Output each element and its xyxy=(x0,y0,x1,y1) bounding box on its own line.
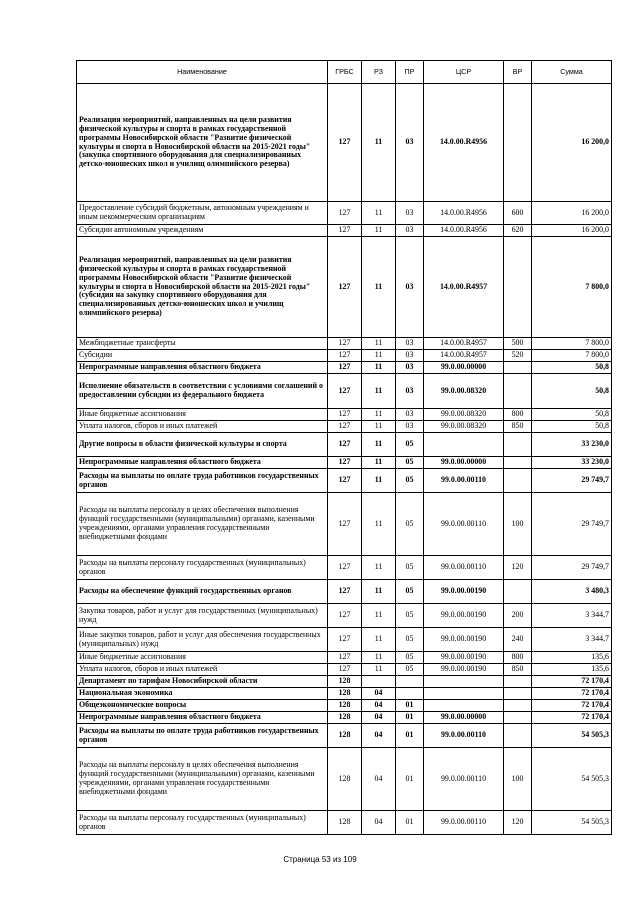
cell-sum: 7 800,0 xyxy=(532,350,612,362)
cell-sum: 16 200,0 xyxy=(532,84,612,202)
cell-grbs: 128 xyxy=(328,688,362,700)
cell-name: Уплата налогов, сборов и иных платежей xyxy=(77,421,328,433)
cell-name: Другие вопросы в области физической культуры и спорта xyxy=(77,433,328,457)
cell-name: Общеэкономические вопросы xyxy=(77,700,328,712)
cell-grbs: 127 xyxy=(328,225,362,237)
cell-name: Иные бюджетные ассигнования xyxy=(77,652,328,664)
cell-pr: 01 xyxy=(396,748,424,811)
header-sum: Сумма xyxy=(532,61,612,84)
cell-csr: 99.0.00.08320 xyxy=(424,374,504,409)
cell-csr: 99.0.00.00000 xyxy=(424,362,504,374)
cell-pr: 05 xyxy=(396,493,424,556)
cell-sum: 54 505,3 xyxy=(532,748,612,811)
cell-pr: 03 xyxy=(396,338,424,350)
cell-vr xyxy=(504,84,532,202)
table-body xyxy=(77,84,612,835)
cell-sum: 3 344,7 xyxy=(532,604,612,628)
cell-sum: 29 749,7 xyxy=(532,493,612,556)
cell-sum: 29 749,7 xyxy=(532,469,612,493)
cell-vr xyxy=(504,457,532,469)
cell-vr xyxy=(504,362,532,374)
table-row xyxy=(77,724,612,748)
cell-csr: 99.0.00.00190 xyxy=(424,580,504,604)
cell-sum: 29 749,7 xyxy=(532,556,612,580)
cell-pr xyxy=(396,676,424,688)
cell-vr: 120 xyxy=(504,556,532,580)
cell-name: Расходы на обеспечение функций государственных органов xyxy=(77,580,328,604)
header-rz: РЗ xyxy=(362,61,396,84)
cell-name: Расходы на выплаты по оплате труда работников государственных органов xyxy=(77,469,328,493)
cell-grbs: 128 xyxy=(328,748,362,811)
cell-pr: 05 xyxy=(396,664,424,676)
cell-pr: 01 xyxy=(396,811,424,835)
cell-grbs: 127 xyxy=(328,84,362,202)
cell-pr xyxy=(396,688,424,700)
cell-grbs: 127 xyxy=(328,374,362,409)
cell-sum: 33 230,0 xyxy=(532,457,612,469)
cell-grbs: 127 xyxy=(328,409,362,421)
cell-name: Расходы на выплаты персоналу в целях обеспечения выполнения функций государственными (муниципальными) органами, казенными учреждениями, органами управления государственными внебюджетными фондами xyxy=(77,748,328,811)
cell-rz: 11 xyxy=(362,433,396,457)
cell-vr xyxy=(504,724,532,748)
cell-sum: 50,8 xyxy=(532,421,612,433)
cell-csr: 14.0.00.R4956 xyxy=(424,202,504,225)
cell-rz: 11 xyxy=(362,604,396,628)
cell-vr xyxy=(504,700,532,712)
cell-name: Непрограммные направления областного бюджета xyxy=(77,362,328,374)
cell-grbs: 128 xyxy=(328,700,362,712)
cell-sum: 72 170,4 xyxy=(532,688,612,700)
cell-vr xyxy=(504,237,532,338)
cell-pr: 01 xyxy=(396,700,424,712)
cell-pr: 03 xyxy=(396,225,424,237)
cell-rz: 04 xyxy=(362,688,396,700)
cell-csr xyxy=(424,433,504,457)
cell-name: Национальная экономика xyxy=(77,688,328,700)
cell-pr: 05 xyxy=(396,628,424,652)
table-row xyxy=(77,237,612,338)
cell-pr: 05 xyxy=(396,556,424,580)
cell-vr: 200 xyxy=(504,604,532,628)
cell-rz: 11 xyxy=(362,225,396,237)
cell-rz: 11 xyxy=(362,409,396,421)
cell-csr: 14.0.00.R4957 xyxy=(424,237,504,338)
cell-pr: 03 xyxy=(396,202,424,225)
cell-rz: 11 xyxy=(362,421,396,433)
cell-vr: 800 xyxy=(504,409,532,421)
table-row xyxy=(77,409,612,421)
cell-csr: 99.0.00.00190 xyxy=(424,652,504,664)
cell-name: Непрограммные направления областного бюджета xyxy=(77,457,328,469)
cell-rz xyxy=(362,676,396,688)
cell-rz: 11 xyxy=(362,374,396,409)
cell-name: Субсидии xyxy=(77,350,328,362)
cell-rz: 11 xyxy=(362,338,396,350)
cell-vr: 600 xyxy=(504,202,532,225)
cell-sum: 135,6 xyxy=(532,652,612,664)
cell-grbs: 127 xyxy=(328,493,362,556)
cell-pr: 01 xyxy=(396,712,424,724)
cell-grbs: 127 xyxy=(328,237,362,338)
table-row xyxy=(77,225,612,237)
cell-rz: 11 xyxy=(362,362,396,374)
cell-rz: 11 xyxy=(362,628,396,652)
cell-rz: 11 xyxy=(362,652,396,664)
cell-sum: 16 200,0 xyxy=(532,225,612,237)
cell-vr: 100 xyxy=(504,493,532,556)
cell-vr: 100 xyxy=(504,748,532,811)
table-row xyxy=(77,457,612,469)
cell-sum: 54 505,3 xyxy=(532,724,612,748)
cell-rz: 04 xyxy=(362,748,396,811)
table-row xyxy=(77,469,612,493)
cell-grbs: 127 xyxy=(328,202,362,225)
cell-rz: 11 xyxy=(362,664,396,676)
cell-grbs: 127 xyxy=(328,664,362,676)
cell-grbs: 127 xyxy=(328,556,362,580)
cell-name: Субсидии автономным учреждениям xyxy=(77,225,328,237)
cell-name: Иные закупки товаров, работ и услуг для обеспечения государственных (муниципальных) нужд xyxy=(77,628,328,652)
cell-vr xyxy=(504,433,532,457)
cell-pr: 05 xyxy=(396,652,424,664)
header-vr: ВР xyxy=(504,61,532,84)
table-row xyxy=(77,664,612,676)
cell-csr: 99.0.00.00190 xyxy=(424,604,504,628)
cell-pr: 03 xyxy=(396,84,424,202)
cell-pr: 05 xyxy=(396,580,424,604)
cell-name: Расходы на выплаты персоналу государственных (муниципальных) органов xyxy=(77,556,328,580)
table-row xyxy=(77,362,612,374)
cell-csr: 14.0.00.R4956 xyxy=(424,84,504,202)
cell-pr: 03 xyxy=(396,362,424,374)
cell-pr: 05 xyxy=(396,469,424,493)
cell-grbs: 128 xyxy=(328,712,362,724)
header-name: Наименование xyxy=(77,61,328,84)
cell-rz: 11 xyxy=(362,469,396,493)
cell-grbs: 127 xyxy=(328,362,362,374)
budget-table xyxy=(76,60,612,835)
cell-vr xyxy=(504,580,532,604)
cell-grbs: 127 xyxy=(328,421,362,433)
table-row xyxy=(77,556,612,580)
cell-vr: 850 xyxy=(504,664,532,676)
cell-csr: 99.0.00.00110 xyxy=(424,748,504,811)
cell-csr: 99.0.00.00190 xyxy=(424,628,504,652)
cell-grbs: 127 xyxy=(328,350,362,362)
cell-vr xyxy=(504,688,532,700)
cell-csr: 99.0.00.00110 xyxy=(424,493,504,556)
cell-vr: 520 xyxy=(504,350,532,362)
cell-csr: 99.0.00.00000 xyxy=(424,712,504,724)
cell-rz: 11 xyxy=(362,580,396,604)
cell-csr: 14.0.00.R4957 xyxy=(424,338,504,350)
cell-vr xyxy=(504,374,532,409)
cell-pr: 03 xyxy=(396,374,424,409)
cell-name: Департамент по тарифам Новосибирской области xyxy=(77,676,328,688)
cell-sum: 16 200,0 xyxy=(532,202,612,225)
table-row xyxy=(77,202,612,225)
cell-csr: 99.0.00.00190 xyxy=(424,664,504,676)
cell-csr xyxy=(424,676,504,688)
cell-csr: 99.0.00.08320 xyxy=(424,409,504,421)
cell-name: Реализация мероприятий, направленных на цели развития физической культуры и спорта в рамках государственной программы Новосибирской области "Развитие физической культуры и спорта в Новосибирской области на 2015-2021 годы" (субсидия на закупку спортивного оборудования для специализированных детско-юношеских школ и училищ олимпийского резерва) xyxy=(77,237,328,338)
cell-csr: 14.0.00.R4957 xyxy=(424,350,504,362)
cell-csr xyxy=(424,700,504,712)
table-header-row xyxy=(77,61,612,84)
cell-grbs: 127 xyxy=(328,457,362,469)
table-row xyxy=(77,811,612,835)
page-footer: Страница 53 из 109 xyxy=(283,855,357,864)
table-row xyxy=(77,421,612,433)
cell-grbs: 127 xyxy=(328,628,362,652)
table-row xyxy=(77,350,612,362)
cell-grbs: 127 xyxy=(328,338,362,350)
cell-name: Предоставление субсидий бюджетным, автономным учреждениям и иным некоммерческим организациям xyxy=(77,202,328,225)
cell-sum: 3 480,3 xyxy=(532,580,612,604)
cell-csr: 99.0.00.00000 xyxy=(424,457,504,469)
cell-csr: 99.0.00.00110 xyxy=(424,556,504,580)
cell-csr: 99.0.00.08320 xyxy=(424,421,504,433)
table-row xyxy=(77,688,612,700)
cell-rz: 04 xyxy=(362,700,396,712)
cell-rz: 11 xyxy=(362,493,396,556)
cell-rz: 04 xyxy=(362,811,396,835)
table-row xyxy=(77,433,612,457)
cell-sum: 3 344,7 xyxy=(532,628,612,652)
cell-vr: 800 xyxy=(504,652,532,664)
table-row xyxy=(77,700,612,712)
table-row xyxy=(77,628,612,652)
cell-name: Исполнение обязательств в соответствии с условиями соглашений о предоставлении субсидии из федерального бюджета xyxy=(77,374,328,409)
cell-pr: 05 xyxy=(396,433,424,457)
cell-pr: 03 xyxy=(396,350,424,362)
cell-grbs: 127 xyxy=(328,580,362,604)
cell-rz: 11 xyxy=(362,556,396,580)
cell-name: Закупка товаров, работ и услуг для государственных (муниципальных) нужд xyxy=(77,604,328,628)
cell-vr xyxy=(504,676,532,688)
cell-pr: 03 xyxy=(396,409,424,421)
header-csr: ЦСР xyxy=(424,61,504,84)
cell-sum: 33 230,0 xyxy=(532,433,612,457)
table-row xyxy=(77,374,612,409)
cell-pr: 05 xyxy=(396,604,424,628)
cell-csr: 99.0.00.00110 xyxy=(424,724,504,748)
table-row xyxy=(77,604,612,628)
cell-name: Непрограммные направления областного бюджета xyxy=(77,712,328,724)
cell-sum: 72 170,4 xyxy=(532,676,612,688)
cell-grbs: 128 xyxy=(328,811,362,835)
cell-rz: 04 xyxy=(362,712,396,724)
table-row xyxy=(77,676,612,688)
cell-grbs: 127 xyxy=(328,469,362,493)
cell-pr: 05 xyxy=(396,457,424,469)
cell-sum: 7 800,0 xyxy=(532,338,612,350)
table-row xyxy=(77,580,612,604)
cell-vr xyxy=(504,469,532,493)
cell-vr: 620 xyxy=(504,225,532,237)
cell-sum: 50,8 xyxy=(532,362,612,374)
cell-sum: 50,8 xyxy=(532,374,612,409)
cell-csr xyxy=(424,688,504,700)
cell-sum: 72 170,4 xyxy=(532,700,612,712)
table-row xyxy=(77,748,612,811)
cell-rz: 04 xyxy=(362,724,396,748)
cell-pr: 03 xyxy=(396,421,424,433)
cell-rz: 11 xyxy=(362,202,396,225)
cell-grbs: 127 xyxy=(328,433,362,457)
cell-grbs: 128 xyxy=(328,676,362,688)
cell-rz: 11 xyxy=(362,457,396,469)
cell-sum: 7 800,0 xyxy=(532,237,612,338)
header-pr: ПР xyxy=(396,61,424,84)
table-row xyxy=(77,652,612,664)
table-row xyxy=(77,338,612,350)
cell-sum: 54 505,3 xyxy=(532,811,612,835)
cell-sum: 50,8 xyxy=(532,409,612,421)
cell-csr: 14.0.00.R4956 xyxy=(424,225,504,237)
cell-vr: 120 xyxy=(504,811,532,835)
cell-rz: 11 xyxy=(362,237,396,338)
cell-rz: 11 xyxy=(362,84,396,202)
table-row xyxy=(77,84,612,202)
table-row xyxy=(77,493,612,556)
header-grbs: ГРБС xyxy=(328,61,362,84)
cell-name: Межбюджетные трансферты xyxy=(77,338,328,350)
cell-csr: 99.0.00.00110 xyxy=(424,469,504,493)
cell-name: Реализация мероприятий, направленных на цели развития физической культуры и спорта в рамках государственной программы Новосибирской области "Развитие физической культуры и спорта в Новосибирской области на 2015-2021 годы" (закупка спортивного оборудования для специализированных детско-юношеских школ и училищ олимпийского резерва) xyxy=(77,84,328,202)
cell-grbs: 128 xyxy=(328,724,362,748)
cell-name: Расходы на выплаты персоналу государственных (муниципальных) органов xyxy=(77,811,328,835)
table-row xyxy=(77,712,612,724)
cell-vr: 850 xyxy=(504,421,532,433)
cell-name: Расходы на выплаты по оплате труда работников государственных органов xyxy=(77,724,328,748)
cell-grbs: 127 xyxy=(328,652,362,664)
cell-pr: 01 xyxy=(396,724,424,748)
cell-name: Уплата налогов, сборов и иных платежей xyxy=(77,664,328,676)
cell-pr: 03 xyxy=(396,237,424,338)
cell-vr: 500 xyxy=(504,338,532,350)
cell-sum: 72 170,4 xyxy=(532,712,612,724)
cell-name: Иные бюджетные ассигнования xyxy=(77,409,328,421)
cell-grbs: 127 xyxy=(328,604,362,628)
cell-vr xyxy=(504,712,532,724)
cell-sum: 135,6 xyxy=(532,664,612,676)
cell-rz: 11 xyxy=(362,350,396,362)
cell-csr: 99.0.00.00110 xyxy=(424,811,504,835)
cell-vr: 240 xyxy=(504,628,532,652)
cell-name: Расходы на выплаты персоналу в целях обеспечения выполнения функций государственными (муниципальными) органами, казенными учреждениями, органами управления государственными внебюджетными фондами xyxy=(77,493,328,556)
